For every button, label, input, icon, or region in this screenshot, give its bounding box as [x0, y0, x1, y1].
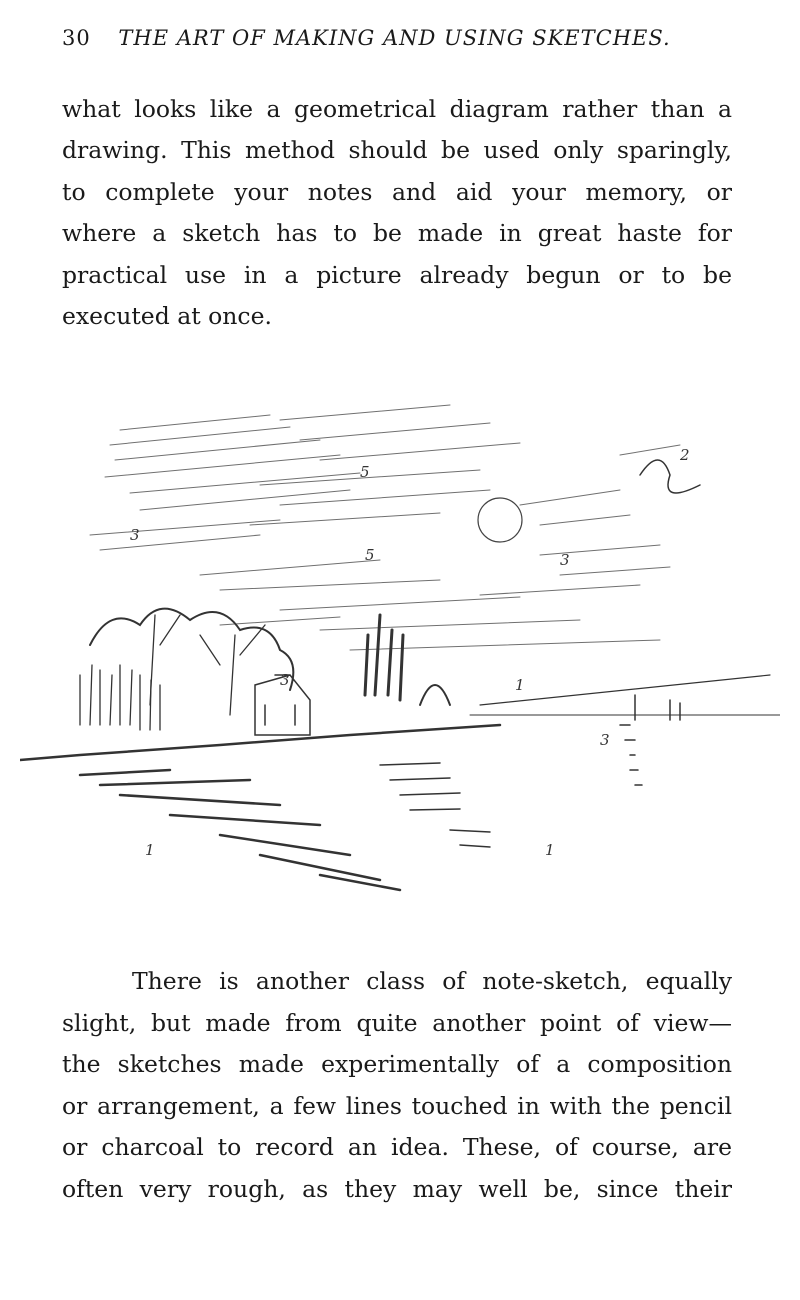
text-line: There is another class of note-sketch, equally — [132, 967, 732, 995]
sailboats — [635, 695, 680, 720]
running-header — [62, 26, 671, 50]
sun-mark — [478, 498, 522, 542]
page-number: 30 — [62, 26, 91, 50]
sketch-label: 3 — [280, 671, 290, 689]
sketch-label: 3 — [130, 526, 140, 544]
text-line: to complete your notes and aid your memory, or — [62, 178, 732, 206]
text-line: or arrangement, a few lines touched in with the pencil — [62, 1092, 732, 1120]
sketch-label: 1 — [545, 841, 555, 859]
sketch-label: 2 — [680, 446, 690, 464]
sketch-annotation-numbers — [130, 446, 690, 859]
text-line: executed at once. — [62, 302, 272, 330]
sketch-label: 5 — [365, 546, 375, 564]
landscape-sketch-illustration — [20, 385, 780, 905]
text-line: where a sketch has to be made in great haste for — [62, 219, 732, 247]
text-line: often very rough, as they may well be, since their — [62, 1175, 732, 1203]
text-line: practical use in a picture already begun or to be — [62, 261, 732, 289]
text-line: the sketches made experimentally of a composition — [62, 1050, 732, 1078]
shore-and-water — [20, 675, 780, 890]
text-line: what looks like a geometrical diagram rather than a — [62, 95, 732, 123]
text-line: slight, but made from quite another point of view— — [62, 1009, 732, 1037]
cloud-scribble — [640, 460, 700, 493]
sketch-label: 3 — [560, 551, 570, 569]
running-title: THE ART OF MAKING AND USING SKETCHES. — [118, 26, 671, 50]
sketch-label: 5 — [360, 463, 370, 481]
text-line: or charcoal to record an idea. These, of course, are — [62, 1133, 732, 1161]
sketch-label: 3 — [600, 731, 610, 749]
text-line: drawing. This method should be used only sparingly, — [62, 136, 732, 164]
sketch-label: 1 — [145, 841, 155, 859]
sketch-label: 1 — [515, 676, 525, 694]
